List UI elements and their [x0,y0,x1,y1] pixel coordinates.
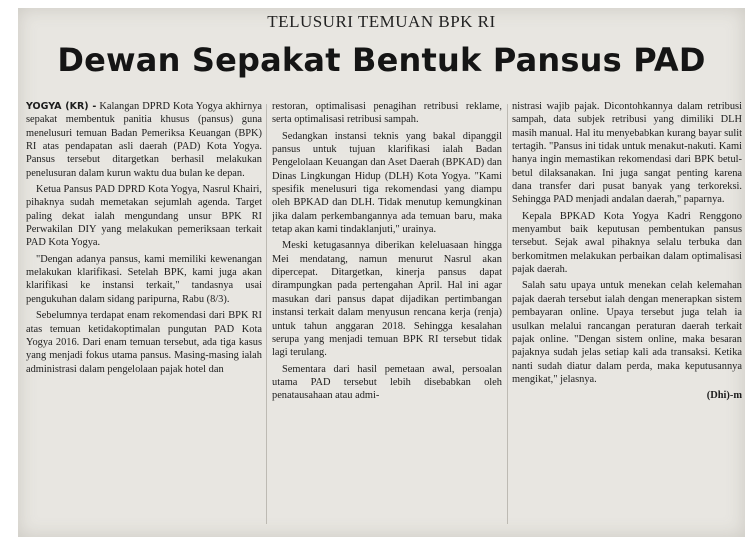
kicker: TELUSURI TEMUAN BPK RI [267,12,496,31]
paragraph: "Dengan adanya pansus, kami memiliki kewenangan melakukan klarifikasi. Setelah BPK, kami juga akan klarifikasi ke instansi terkait," tandasnya usai pengukuhan dalam sidang paripurna, Rabu (8/3). [26,253,262,305]
paragraph: Ketua Pansus PAD DPRD Kota Yogya, Nasrul Khairi, pihaknya sudah memetakan sejumlah agenda. Target paling dekat ialah mengundang unsur BPK RI Perwakilan DIY yang melakukan pemeriksaan terkait PAD Kota Yogya. [26,184,262,249]
author-signature: (Dhi)-m [706,390,742,402]
paragraph: Sementara dari hasil pemetaan awal, persoalan utama PAD tersebut lebih disebabkan oleh penatausahaan atau admi- [272,363,502,402]
paragraph-text: Salah satu upaya untuk menekan celah kelemahan pajak daerah tersebut ialah dengan menerapkan sistem pembayaran online. Upaya tersebut juga telah ia usulkan melalui rancangan peraturan daerah terkait pajak online. "Dengan sistem online, maka besaran pajaknya sudah jelas setiap kali ada transaksi. Ketika nanti sudah diatur dalam perda, maka keputusannya mengikat," jelasnya. [512,280,742,385]
paragraph: Sebelumnya terdapat enam rekomendasi dari BPK RI atas temuan ketidakoptimalan pungutan PAD Kota Yogya 2016. Dari enam temuan tersebut, ada tiga kasus yang menjadi fokus utama pansus. Masing-masing ialah administrasi dalam pengelolaan pajak hotel dan [26,310,262,375]
paragraph: Sedangkan instansi teknis yang bakal dipanggil pansus untuk tujuan klarifikasi ialah Badan Pengelolaan Keuangan dan Aset Daerah (BPKAD) dan Dinas Lingkungan Hidup (DLH) Kota Yogya. "Kami spesifik menelusuri tiga rekomendasi yang diampu oleh BPKAD dan DLH. Tidak menutup kemungkinan jika dalam perkembangannya ada temuan baru, maka tetap akan kami tindaklanjuti," urainya. [272,130,502,236]
paragraph: restoran, optimalisasi penagihan retribusi reklame, serta optimalisasi retribusi sampah. [272,101,502,126]
column-3 [512,100,742,530]
column-1 [26,100,262,530]
column-divider [507,104,508,524]
paragraph [512,279,742,386]
paragraph: nistrasi wajib pajak. Dicontohkannya dalam retribusi sampah, data subjek retribusi yang dimiliki DLH masih manual. Hal itu menyebabkan kurang bayar sulit tertagih. "Pansus ini tidak untuk menakut-nakuti. Kami hanya ingin memastikan rekomendasi dari BPK betul-betul dilaksanakan. Ini juga sangat penting karena dana transfer dari pusat banyak yang terkoreksi. Sehingga PAD menjadi andalan daerah," paparnya. [512,101,742,206]
column-2 [272,100,502,530]
newspaper-clipping [18,8,745,537]
paragraph [26,100,262,180]
paragraph: Kepala BPKAD Kota Yogya Kadri Renggono menyambut baik keputusan pembentukan pansus tersebut. Sejak awal pihaknya selalu terbuka dan berkomitmen melakukan perbaikan dalam optimalisasi pajak daerah. [512,210,742,276]
paragraph-text: Kalangan DPRD Kota Yogya akhirnya sepakat membentuk panitia khusus (pansus) guna menelusuri temuan Badan Pemeriksa Keuangan (BPK) RI atas pendapatan asli daerah (PAD) Kota Yogya. Pansus tersebut ditargetkan berhasil melakukan penelusuran dalam kurun waktu dua bulan ke depan. [26,101,262,179]
column-divider [266,104,267,524]
headline: Dewan Sepakat Bentuk Pansus PAD [57,41,706,79]
dateline: YOGYA (KR) - [26,101,97,112]
paragraph: Meski ketugasannya diberikan keleluasaan hingga Mei mendatang, namun menurut Nasrul akan dipercepat. Ditargetkan, kinerja pansus dapat dirampungkan pada pertengahan April. Hal ini agar masukan dari pansus dapat dijadikan pertimbangan instansi terkait dalam menyusun rencana kerja (renja) untuk tahun anggaran 2018. Sehingga kesalahan serupa yang menjadi temuan BPK RI tersebut tidak lagi terulang. [272,240,502,359]
